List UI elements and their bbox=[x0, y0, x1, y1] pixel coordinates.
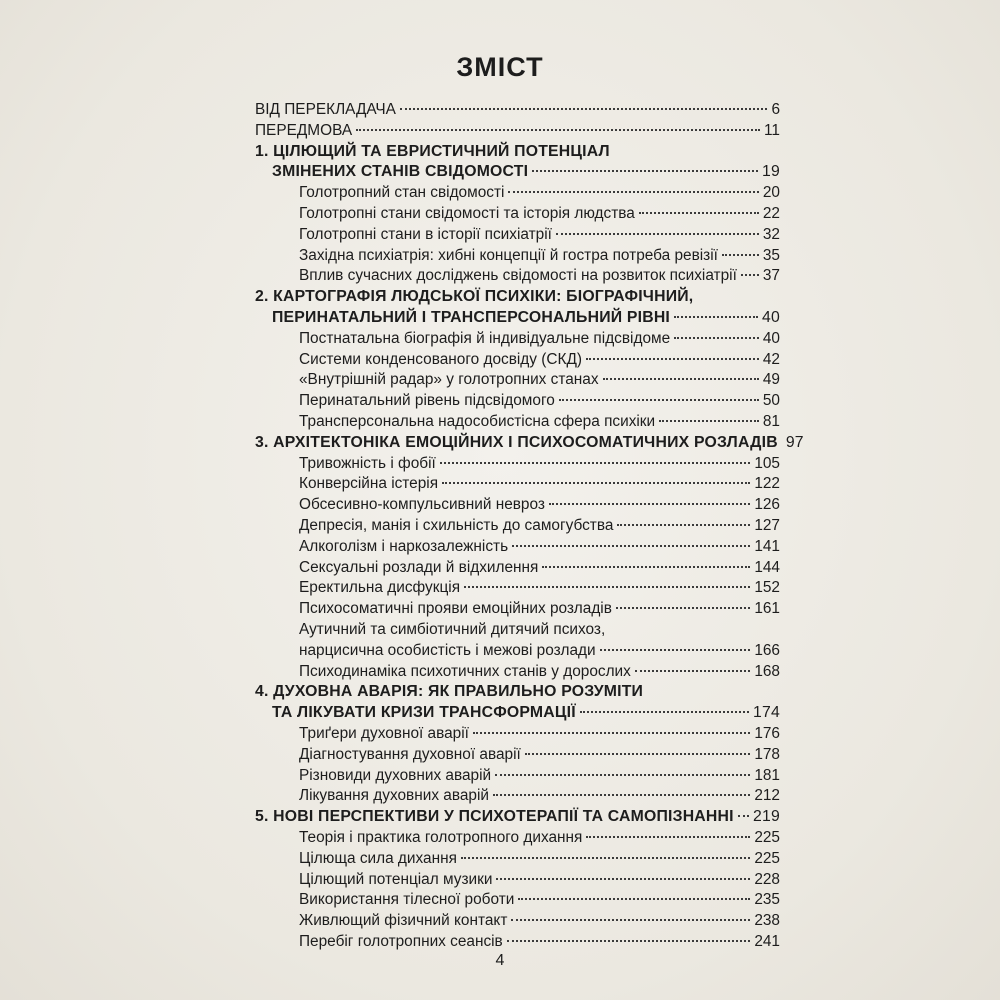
toc-entry-page: 141 bbox=[754, 537, 780, 555]
toc-entry bbox=[255, 433, 804, 453]
toc-entry-title: Конверсійна істерія bbox=[299, 475, 439, 493]
toc-entry-title: ВІД ПЕРЕКЛАДАЧА bbox=[255, 101, 396, 118]
toc-entry-title: Цілюща сила дихання bbox=[299, 849, 457, 867]
toc-entry bbox=[299, 849, 780, 869]
toc-entry-title: ТА ЛІКУВАТИ КРИЗИ ТРАНСФОРМАЦІЇ bbox=[272, 704, 576, 722]
toc-entry-page: 174 bbox=[753, 704, 780, 722]
toc-entry-title: Голотропні стани в історії психіатрії bbox=[299, 225, 552, 243]
toc-entry bbox=[299, 620, 780, 640]
toc-entry-title: ПЕРИНАТАЛЬНИЙ І ТРАНСПЕРСОНАЛЬНИЙ РІВНІ bbox=[272, 309, 671, 326]
toc-entry-page: 219 bbox=[753, 808, 780, 826]
toc-entry-title: 2. КАРТОГРАФІЯ ЛЮДСЬКОЇ ПСИХІКИ: БІОГРАФІЧНИЙ, bbox=[255, 288, 694, 306]
toc-entry-page: 225 bbox=[754, 829, 780, 846]
toc-entry bbox=[299, 204, 780, 224]
dot-leader bbox=[464, 585, 750, 588]
toc-entry-page: 19 bbox=[762, 163, 780, 181]
toc-entry-title: Різновиди духовних аварій bbox=[299, 766, 492, 784]
toc-entry-title: Депресія, манія і схильність до самогубства bbox=[299, 517, 614, 534]
toc-entry-page: 20 bbox=[762, 184, 780, 202]
toc-entry bbox=[299, 911, 780, 931]
toc-entry bbox=[299, 454, 780, 474]
toc-entry-title: Сексуальні розлади й відхилення bbox=[299, 558, 539, 576]
toc-entry-page: 144 bbox=[754, 558, 780, 576]
dot-leader bbox=[461, 856, 750, 859]
toc-entry-title: Психодинаміка психотичних станів у дорослих bbox=[299, 662, 631, 680]
toc-entry-page: 37 bbox=[762, 267, 780, 285]
toc-entry bbox=[299, 516, 780, 536]
page-number: 4 bbox=[495, 952, 505, 969]
dot-leader bbox=[542, 565, 750, 568]
toc-entry-title: Діагностування духовної аварії bbox=[299, 745, 521, 763]
toc-entry-page: 105 bbox=[754, 454, 780, 472]
toc-entry bbox=[299, 745, 780, 765]
toc-entry-page: 225 bbox=[754, 849, 780, 867]
toc-entry-page: 122 bbox=[754, 475, 780, 493]
toc-entry bbox=[272, 162, 780, 182]
toc-entry-page: 228 bbox=[754, 870, 780, 888]
toc-entry bbox=[255, 142, 780, 162]
toc-entry-page: 81 bbox=[762, 413, 780, 430]
toc-entry bbox=[299, 370, 780, 390]
toc-entry-page: 238 bbox=[754, 912, 780, 930]
dot-leader bbox=[556, 232, 759, 235]
toc-entry bbox=[299, 266, 780, 286]
toc-entry-title: Обсесивно-компульсивний невроз bbox=[299, 496, 545, 514]
toc-entry-page: 181 bbox=[754, 766, 780, 784]
dot-leader bbox=[473, 731, 750, 734]
toc-entry bbox=[299, 724, 780, 744]
dot-leader bbox=[639, 211, 759, 214]
toc-entry bbox=[255, 121, 780, 141]
toc-entry bbox=[255, 807, 780, 827]
toc-entry bbox=[299, 828, 780, 848]
dot-leader bbox=[508, 190, 758, 193]
toc-entry-title: Голотропний стан свідомості bbox=[299, 184, 505, 202]
toc-entry bbox=[299, 474, 780, 494]
toc-entry-title: 5. НОВІ ПЕРСПЕКТИВИ У ПСИХОТЕРАПІЇ ТА САМОПІЗНАННІ bbox=[255, 808, 734, 826]
toc-entry-page: 11 bbox=[764, 121, 780, 139]
toc-entry bbox=[272, 703, 780, 723]
dot-leader bbox=[600, 648, 751, 651]
toc-entry bbox=[299, 329, 780, 349]
toc-entry bbox=[299, 890, 780, 910]
toc-entry-page: 50 bbox=[762, 392, 780, 410]
toc-entry-title: Використання тілесної роботи bbox=[299, 891, 515, 909]
page-title: ЗМІСТ bbox=[456, 52, 544, 82]
toc-entry-page: 166 bbox=[754, 641, 780, 659]
toc-entry-title: Постнатальна біографія й індивідуальне підсвідоме bbox=[299, 329, 671, 347]
dot-leader bbox=[674, 336, 759, 339]
dot-leader bbox=[525, 752, 751, 755]
toc-entry bbox=[299, 578, 780, 598]
toc-entry bbox=[299, 641, 780, 661]
toc-entry bbox=[299, 766, 780, 786]
dot-leader bbox=[496, 877, 750, 880]
dot-leader bbox=[511, 918, 750, 921]
toc-entry-title: «Внутрішній радар» у голотропних станах bbox=[299, 371, 599, 389]
dot-leader bbox=[741, 273, 759, 276]
toc-entry-page: 97 bbox=[785, 433, 804, 451]
dot-leader bbox=[518, 897, 750, 900]
toc-entry-title: ЗМІНЕНИХ СТАНІВ СВІДОМОСТІ bbox=[272, 163, 529, 181]
toc-entry-title: Голотропні стани свідомості та історія людства bbox=[299, 205, 635, 222]
toc-entry-title: Триґери духовної аварії bbox=[299, 725, 469, 742]
dot-leader bbox=[532, 169, 758, 172]
dot-leader bbox=[400, 107, 767, 110]
dot-leader bbox=[617, 523, 750, 526]
toc-entry-page: 40 bbox=[762, 309, 780, 326]
toc-entry-page: 212 bbox=[754, 787, 780, 805]
toc-entry-page: 42 bbox=[762, 350, 780, 368]
toc-entry bbox=[255, 100, 780, 120]
toc-entry-title: Живлющий фізичний контакт bbox=[299, 912, 508, 930]
toc-entry-title: Тривожність і фобії bbox=[299, 454, 436, 472]
dot-leader bbox=[635, 669, 750, 672]
dot-leader bbox=[507, 939, 751, 942]
dot-leader bbox=[493, 793, 750, 796]
toc-entry-page: 127 bbox=[754, 517, 780, 534]
dot-leader bbox=[356, 128, 760, 131]
toc-entry bbox=[299, 662, 780, 682]
toc-entry-page: 235 bbox=[754, 891, 780, 909]
toc-entry bbox=[299, 412, 780, 432]
toc-entry bbox=[299, 246, 780, 266]
toc-entry-page: 40 bbox=[762, 329, 780, 347]
toc-entry-title: Лікування духовних аварій bbox=[299, 787, 489, 805]
toc-entry bbox=[299, 599, 780, 619]
dot-leader bbox=[549, 502, 750, 505]
toc-entry-title: ПЕРЕДМОВА bbox=[255, 121, 353, 139]
toc-entry bbox=[299, 786, 780, 806]
toc-entry-title: 3. АРХІТЕКТОНІКА ЕМОЦІЙНИХ І ПСИХОСОМАТИЧНИХ РОЗЛАДІВ bbox=[255, 433, 778, 451]
toc-entry-title: Трансперсональна надособистісна сфера психіки bbox=[299, 413, 656, 430]
toc-entry-title: Аутичний та симбіотичний дитячий психоз, bbox=[299, 621, 606, 638]
dot-leader bbox=[586, 357, 759, 360]
toc-entry bbox=[299, 183, 780, 203]
toc-entry-title: 1. ЦІЛЮЩИЙ ТА ЕВРИСТИЧНИЙ ПОТЕНЦІАЛ bbox=[255, 142, 610, 160]
toc-entry-title: Системи конденсованого досвіду (СКД) bbox=[299, 350, 582, 368]
toc-entry bbox=[299, 225, 780, 245]
toc-entry-title: Західна психіатрія: хибні концепції й гостра потреба ревізії bbox=[299, 246, 718, 264]
dot-leader bbox=[442, 481, 750, 484]
toc-entry-page: 49 bbox=[762, 371, 780, 389]
toc-entry-title: Алкоголізм і наркозалежність bbox=[299, 537, 509, 555]
dot-leader bbox=[440, 461, 751, 464]
toc-entry-page: 161 bbox=[754, 600, 780, 618]
toc-entry-title: Вплив сучасних досліджень свідомості на розвиток психіатрії bbox=[299, 267, 737, 285]
toc-entry bbox=[299, 558, 780, 578]
dot-leader bbox=[738, 814, 749, 817]
toc-entry-title: Перебіг голотропних сеансів bbox=[299, 933, 503, 950]
dot-leader bbox=[580, 710, 749, 713]
toc-entry bbox=[299, 391, 780, 411]
dot-leader bbox=[512, 544, 750, 547]
toc-entry bbox=[299, 870, 780, 890]
toc-entry-title: Еректильна дисфукція bbox=[299, 579, 461, 597]
toc-entry-title: Теорія і практика голотропного дихання bbox=[299, 829, 583, 846]
toc-entry bbox=[299, 537, 780, 557]
toc-entry-page: 22 bbox=[762, 205, 780, 222]
toc-entry-title: Перинатальний рівень підсвідомого bbox=[299, 392, 555, 410]
dot-leader bbox=[495, 773, 750, 776]
toc-entry-title: Психосоматичні прояви емоційних розладів bbox=[299, 600, 612, 618]
toc-entry-title: Цілющий потенціал музики bbox=[299, 870, 493, 888]
toc-entry bbox=[299, 932, 780, 952]
toc-entry bbox=[255, 682, 780, 702]
dot-leader bbox=[586, 835, 750, 838]
dot-leader bbox=[559, 398, 759, 401]
toc-entry-page: 6 bbox=[771, 101, 780, 118]
toc-entry-page: 126 bbox=[754, 496, 780, 514]
toc-entry-page: 35 bbox=[762, 246, 780, 264]
toc-entry bbox=[299, 495, 780, 515]
dot-leader bbox=[674, 315, 758, 318]
toc-entry-page: 32 bbox=[762, 225, 780, 243]
toc-entry-title: нарцисична особистість і межові розлади bbox=[299, 641, 596, 659]
toc-entry-page: 178 bbox=[754, 745, 780, 763]
toc-entry bbox=[272, 308, 780, 328]
toc-entry-page: 152 bbox=[754, 579, 780, 597]
dot-leader bbox=[616, 606, 750, 609]
dot-leader bbox=[722, 253, 759, 256]
toc-entry-title: 4. ДУХОВНА АВАРІЯ: ЯК ПРАВИЛЬНО РОЗУМІТИ bbox=[255, 683, 644, 701]
dot-leader bbox=[659, 419, 759, 422]
toc-entry bbox=[299, 350, 780, 370]
toc-entry bbox=[255, 287, 780, 307]
dot-leader bbox=[603, 377, 759, 380]
toc-entry-page: 168 bbox=[754, 662, 780, 680]
toc-entry-page: 176 bbox=[754, 725, 780, 742]
toc-entry-page: 241 bbox=[754, 933, 780, 950]
